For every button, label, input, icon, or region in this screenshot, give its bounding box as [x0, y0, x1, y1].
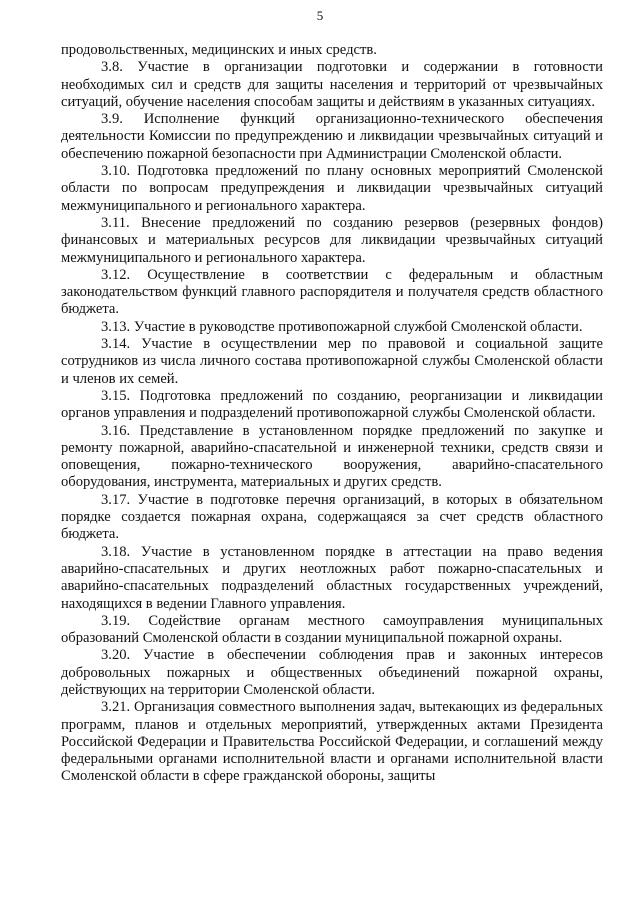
- paragraph-3-11: 3.11. Внесение предложений по созданию резервов (резервных фондов) финансовых и материальных ресурсов для ликвидации чрезвычайных ситуаций межмуниципального и регионального характера.: [61, 214, 603, 266]
- paragraph-3-15: 3.15. Подготовка предложений по созданию, реорганизации и ликвидации органов управления и подразделений противопожарной службы Смоленской области.: [61, 387, 603, 422]
- paragraph-3-13: 3.13. Участие в руководстве противопожарной службой Смоленской области.: [101, 318, 583, 335]
- paragraph-3-14: 3.14. Участие в осуществлении мер по правовой и социальной защите сотрудников из числа личного состава противопожарной службы Смоленской области и членов их семей.: [61, 336, 603, 387]
- paragraph-3-10: 3.10. Подготовка предложений по плану основных мероприятий Смоленской области по вопросам предупреждения и ликвидации чрезвычайных ситуаций межмуниципального и регионального характера.: [61, 163, 603, 214]
- paragraph-3-16: 3.16. Представление в установленном порядке предложений по закупке и ремонту пожарной, аварийно-спасательной и инженерной техники, средств связи и оповещения, пожарно-технического вооружения, аварийно-спасательного оборудования, инструмента, материальных и других средств.: [61, 422, 603, 491]
- paragraph-3-9: 3.9. Исполнение функций организационно-технического обеспечения деятельности Комиссии по предупреждению и ликвидации чрезвычайных ситуаций и обеспечению пожарной безопасности при Администрации Смоленской области.: [61, 111, 603, 162]
- paragraph-3-21: 3.21. Организация совместного выполнения задач, вытекающих из федеральных программ, планов и отдельных мероприятий, утвержденных актами Президента Российской Федерации и Правительства Российской Федерации, и соглашений между федеральными органами исполнительной власти и органами исполнительной власти Смоленской области в сфере гражданской обороны, защиты: [61, 699, 603, 785]
- page-number: 5: [316, 8, 324, 23]
- paragraph-3-19: 3.19. Содействие органам местного самоуправления муниципальных образований Смоленской области в создании муниципальной пожарной охраны.: [61, 612, 603, 647]
- paragraph-3-8: 3.8. Участие в организации подготовки и содержании в готовности необходимых сил и средств для защиты населения и территорий от чрезвычайных ситуаций, обучение населения способам защиты и действиям в указанных ситуациях.: [61, 59, 603, 110]
- paragraph-3-12: 3.12. Осуществление в соответствии с федеральным и областным законодательством функций главного распорядителя и получателя средств областного бюджета.: [61, 266, 603, 318]
- paragraph-3-18: 3.18. Участие в установленном порядке в аттестации на право ведения аварийно-спасательных и других неотложных работ пожарно-спасательных и аварийно-спасательных подразделений областных государственных учреждений, находящихся в ведении Главного управления.: [61, 543, 603, 612]
- paragraph-3-20: 3.20. Участие в обеспечении соблюдения прав и законных интересов добровольных пожарных и общественных объединений пожарной охраны, действующих на территории Смоленской области.: [61, 647, 603, 698]
- paragraph-3-17: 3.17. Участие в подготовке перечня организаций, в которых в обязательном порядке создается пожарная охрана, содержащаяся за счет средств областного бюджета.: [61, 491, 603, 543]
- paragraph-continuation: продовольственных, медицинских и иных средств.: [61, 42, 377, 58]
- document-body: [61, 42, 603, 786]
